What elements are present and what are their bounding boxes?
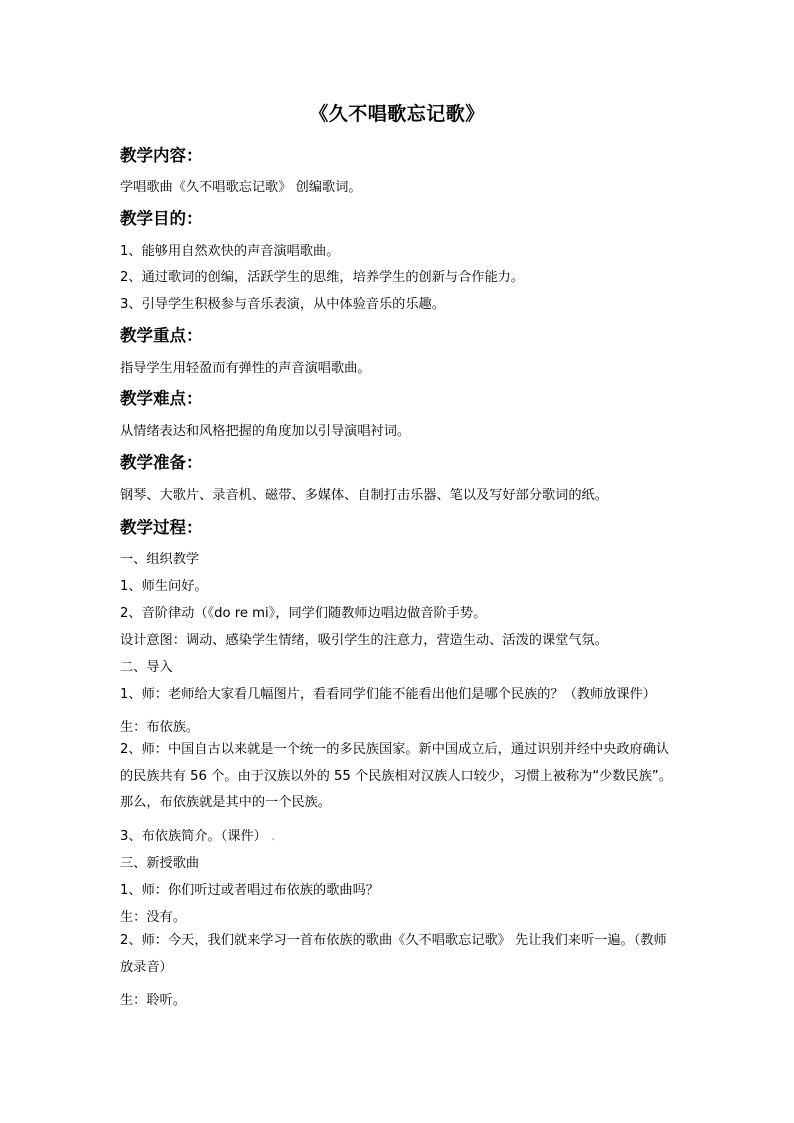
process-line: 三、新授歌曲 — [120, 856, 200, 871]
heading-difficulty: 教学难点： — [120, 389, 203, 408]
process-line: 1、师：你们听过或者唱过布依族的歌曲吗？ — [120, 883, 379, 898]
process-line-text: 3、布依族简介。（课件） — [120, 829, 267, 844]
process-paragraph: 2、师：今天，我们就来学习一首布依族的歌曲《久不唱歌忘记歌》 先让我们来听一遍。（教师放录音） — [120, 933, 667, 975]
process-line: 一、组织教学 — [120, 552, 200, 567]
heading-key-point: 教学重点： — [120, 326, 203, 345]
process-line: 二、导入 — [120, 660, 173, 675]
process-line: 设计意图：调动、感染学生情绪，吸引学生的注意力，营造生动、活泼的课堂气氛。 — [120, 633, 608, 648]
teaching-content-text: 学唱歌曲《久不唱歌忘记歌》 创编歌词。 — [120, 180, 362, 195]
heading-preparation: 教学准备： — [120, 453, 203, 472]
process-line: 1、师生问好。 — [120, 579, 208, 594]
process-line: 生：聆听。 — [120, 993, 186, 1008]
key-point-text: 指导学生用轻盈而有弹性的声音演唱歌曲。 — [120, 361, 371, 376]
process-line: 生：没有。 — [120, 910, 186, 925]
process-line: 生：布依族。 — [120, 720, 200, 735]
heading-teaching-goals: 教学目的： — [120, 209, 203, 228]
preparation-text: 钢琴、大歌片、录音机、磁带、多媒体、自制打击乐器、笔以及写好部分歌词的纸。 — [120, 488, 608, 503]
heading-teaching-content: 教学内容： — [120, 146, 203, 165]
trailing-mark: . — [271, 829, 276, 844]
process-paragraph: 2、师：中国自古以来就是一个统一的多民族国家。新中国成立后，通过识别并经中央政府确认的民族共有 56 个。由于汉族以外的 55 个民族相对汉族人口较少，习惯上被称为“少数民族”。那么，布依族就是其中的一个民族。 — [120, 742, 672, 810]
heading-process: 教学过程： — [120, 518, 203, 537]
goal-item: 3、引导学生积极参与音乐表演，从中体验音乐的乐趣。 — [120, 297, 445, 312]
document-title: 《久不唱歌忘记歌》 — [309, 103, 485, 125]
process-line: 1、师：老师给大家看几幅图片，看看同学们能不能看出他们是哪个民族的？（教师放课件） — [120, 687, 656, 702]
goal-item: 1、能够用自然欢快的声音演唱歌曲。 — [120, 244, 340, 259]
process-line — [120, 825, 275, 844]
difficulty-text: 从情绪表达和风格把握的角度加以引导演唱衬词。 — [120, 424, 411, 439]
process-line: 2、音阶律动（《do re mi》，同学们随教师边唱边做音阶手势。 — [120, 606, 487, 621]
goal-item: 2、通过歌词的创编，活跃学生的思维，培养学生的创新与合作能力。 — [120, 270, 525, 285]
